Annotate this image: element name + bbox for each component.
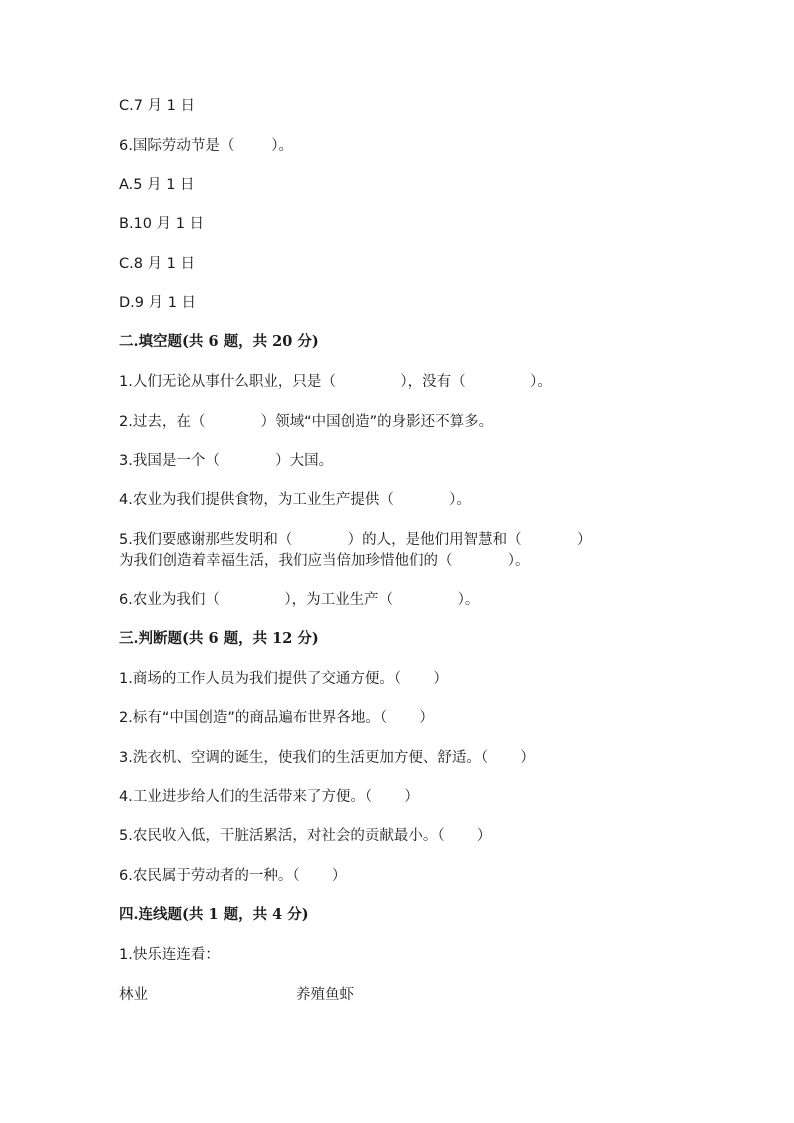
- fill-item-5-line-2: 为我们创造着幸福生活，我们应当倍加珍惜他们的（ ）。: [119, 553, 530, 569]
- section-match-title: 四.连线题(共 1 题，共 4 分): [119, 906, 309, 923]
- judge-item-4: 4.工业进步给人们的生活带来了方便。（ ）: [119, 789, 419, 805]
- q6-option-b: B.10 月 1 日: [119, 216, 205, 232]
- fill-item-5-line-1: 5.我们要感谢那些发明和（ ）的人，是他们用智慧和（ ）: [119, 532, 592, 548]
- judge-item-3: 3.洗衣机、空调的诞生，使我们的生活更加方便、舒适。（ ）: [119, 750, 535, 766]
- section-judge-title: 三.判断题(共 6 题，共 12 分): [119, 630, 319, 647]
- fill-item-3: 3.我国是一个（ ）大国。: [119, 453, 334, 469]
- judge-item-6: 6.农民属于劳动者的一种。（ ）: [119, 868, 347, 884]
- q6-option-a: A.5 月 1 日: [119, 177, 195, 193]
- match-right-item-1: 养殖鱼虾: [296, 987, 354, 1003]
- fill-item-6: 6.农业为我们（ ），为工业生产（ ）。: [119, 592, 480, 608]
- q6-option-d: D.9 月 1 日: [119, 295, 197, 311]
- match-prompt: 1.快乐连连看：: [119, 947, 220, 963]
- section-fill-title: 二.填空题(共 6 题，共 20 分): [119, 333, 319, 350]
- q5-option-c: C.7 月 1 日: [119, 98, 196, 114]
- q6-stem: 6.国际劳动节是（ ）。: [119, 138, 293, 154]
- fill-item-4: 4.农业为我们提供食物，为工业生产提供（ ）。: [119, 492, 471, 508]
- judge-item-1: 1.商场的工作人员为我们提供了交通方便。（ ）: [119, 671, 448, 687]
- fill-item-1: 1.人们无论从事什么职业，只是（ ），没有（ ）。: [119, 374, 552, 390]
- judge-item-5: 5.农民收入低，干脏活累活，对社会的贡献最小。（ ）: [119, 828, 492, 844]
- fill-item-2: 2.过去，在（ ）领域“中国创造”的身影还不算多。: [119, 414, 494, 430]
- match-left-item-1: 林业: [119, 987, 148, 1003]
- judge-item-2: 2.标有“中国创造”的商品遍布世界各地。（ ）: [119, 710, 434, 726]
- q6-option-c: C.8 月 1 日: [119, 256, 196, 272]
